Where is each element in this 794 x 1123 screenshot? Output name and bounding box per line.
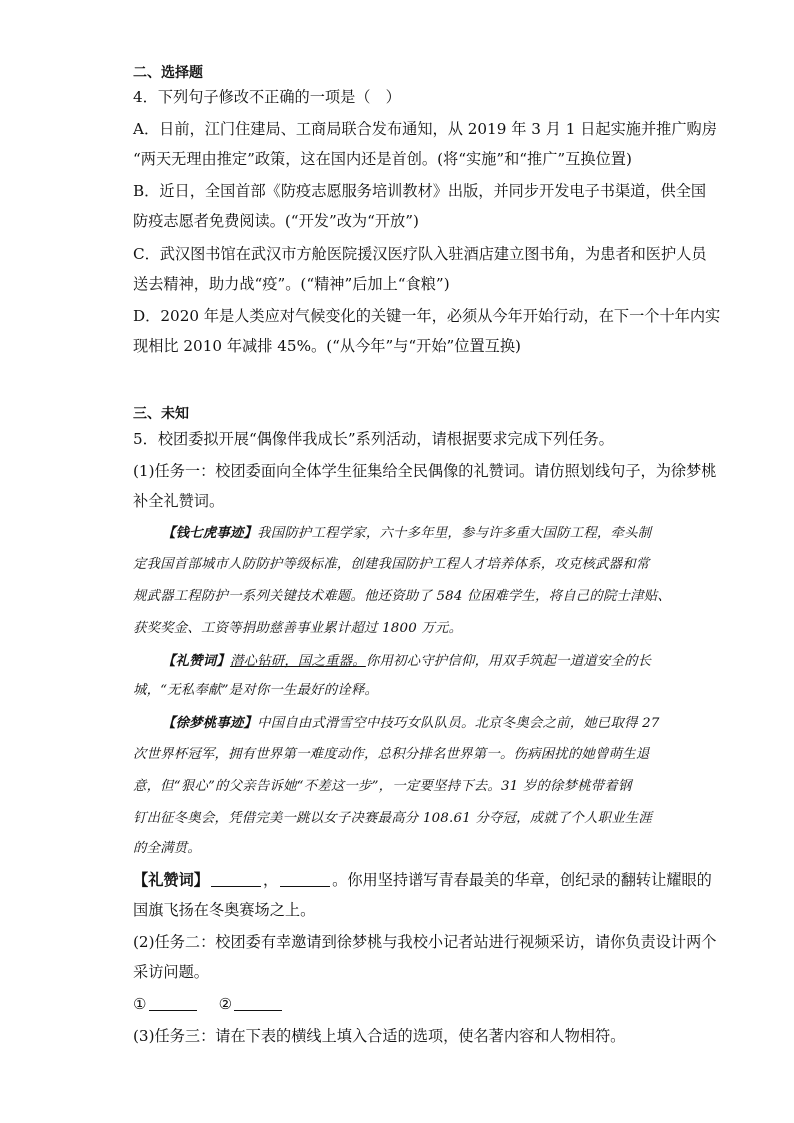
section-heading-unknown: 三、未知 bbox=[133, 406, 189, 422]
qian-story-line-2: 定我国首部城市人防防护等级标准，创建我国防护工程人才培养体系，攻克核武器和常 bbox=[133, 557, 650, 572]
circle-1-label: ① bbox=[133, 995, 147, 1013]
qian-ode-line-1 bbox=[162, 650, 692, 673]
question-5-stem: 5．校团委拟开展“偶像伴我成长”系列活动，请根据要求完成下列任务。 bbox=[133, 430, 614, 448]
question-4-stem: 4．下列句子修改不正确的一项是（ ） bbox=[133, 88, 401, 106]
option-b-line-2: 防疫志愿者免费阅读。(“开发”改为“开放”) bbox=[133, 212, 419, 230]
xu-story-line-4: 钉出征冬奥会，凭借完美一跳以女子决赛最高分 108.61 分夺冠，成就了个人职业生涯 bbox=[133, 811, 653, 826]
option-a-line-2: “两天无理由推定”政策，这在国内还是首创。(将“实施”和“推广”互换位置) bbox=[133, 150, 632, 168]
task-1-line-1: (1)任务一：校团委面向全体学生征集给全民偶像的礼赞词。请仿照划线句子，为徐梦桃 bbox=[133, 462, 717, 480]
qian-story-tag: 【钱七虎事迹】 bbox=[162, 525, 258, 541]
option-d-line-2: 现相比 2010 年减排 45%。(“从今年”与“开始”位置互换) bbox=[133, 337, 521, 355]
task-2-line-2: 采访问题。 bbox=[133, 963, 209, 981]
xu-ode-comma: ， bbox=[262, 871, 279, 889]
qian-ode-tag: 【礼赞词】 bbox=[162, 653, 230, 669]
qian-story-line-1 bbox=[162, 522, 692, 545]
xu-ode-tag: 【礼赞词】 bbox=[133, 871, 209, 889]
answer-blank-2[interactable] bbox=[280, 871, 330, 887]
underlined-model-sentence: 潜心钻研，国之重器。 bbox=[229, 654, 366, 669]
option-c-line-1: C．武汉图书馆在武汉市方舱医院援汉医疗队入驻酒店建立图书角，为患者和医护人员 bbox=[133, 245, 707, 263]
option-b-line-1: B．近日，全国首部《防疫志愿服务培训教材》出版，并同步开发电子书渠道，供全国 bbox=[133, 182, 707, 200]
xu-ode-text: 。你用坚持谱写青春最美的华章，创纪录的翻转让耀眼的 bbox=[332, 871, 712, 889]
option-a-line-1: A．日前，江门住建局、工商局联合发布通知，从 2019 年 3 月 1 日起实施并推广购房 bbox=[133, 120, 717, 138]
xu-story-line-2: 次世界杯冠军，拥有世界第一难度动作，总积分排名世界第一。伤病困扰的她曾萌生退 bbox=[133, 747, 650, 762]
interview-question-blanks bbox=[133, 993, 663, 1015]
option-c-line-2: 送去精神，助力战“疫”。(“精神”后加上“食粮”) bbox=[133, 275, 450, 293]
qian-ode-text: 你用初心守护信仰，用双手筑起一道道安全的长 bbox=[365, 654, 652, 669]
xu-ode-line-2: 国旗飞扬在冬奥赛场之上。 bbox=[133, 901, 316, 919]
xu-story-tag: 【徐梦桃事迹】 bbox=[162, 715, 258, 731]
circle-2-label: ② bbox=[218, 995, 233, 1013]
option-d-line-1: D．2020 年是人类应对气候变化的关键一年，必须从今年开始行动，在下一个十年内实 bbox=[133, 307, 721, 325]
interview-blank-2[interactable] bbox=[234, 995, 282, 1011]
xu-story-line-3: 意，但“狠心”的父亲告诉她“不差这一步”，一定要坚持下去。31 岁的徐梦桃带着钢 bbox=[133, 779, 632, 794]
task-1-line-2: 补全礼赞词。 bbox=[133, 492, 225, 510]
section-heading-choice: 二、选择题 bbox=[133, 65, 203, 81]
task-2-line-1: (2)任务二：校团委有幸邀请到徐梦桃与我校小记者站进行视频采访，请你负责设计两个 bbox=[133, 933, 717, 951]
qian-story-line-3: 规武器工程防护一系列关键技术难题。他还资助了 584 位困难学生，将自己的院士津贴、 bbox=[133, 589, 671, 604]
interview-blank-1[interactable] bbox=[149, 995, 197, 1011]
task-3-line: (3)任务三：请在下表的横线上填入合适的选项，使名著内容和人物相符。 bbox=[133, 1027, 626, 1045]
xu-story-text-1: 中国自由式滑雪空中技巧女队队员。北京冬奥会之前，她已取得 27 bbox=[257, 716, 660, 731]
qian-ode-line-2: 城，“无私奉献”是对你一生最好的诠释。 bbox=[133, 683, 379, 698]
xu-ode-line-1 bbox=[133, 869, 712, 891]
xu-story-line-1 bbox=[162, 712, 692, 735]
answer-blank-1[interactable] bbox=[211, 871, 261, 887]
qian-story-line-4: 获奖奖金、工资等捐助慈善事业累计超过 1800 万元。 bbox=[133, 621, 463, 636]
qian-story-text-1: 我国防护工程学家，六十多年里，参与许多重大国防工程，牵头制 bbox=[257, 526, 652, 541]
xu-story-line-5: 的全满贯。 bbox=[133, 841, 201, 856]
